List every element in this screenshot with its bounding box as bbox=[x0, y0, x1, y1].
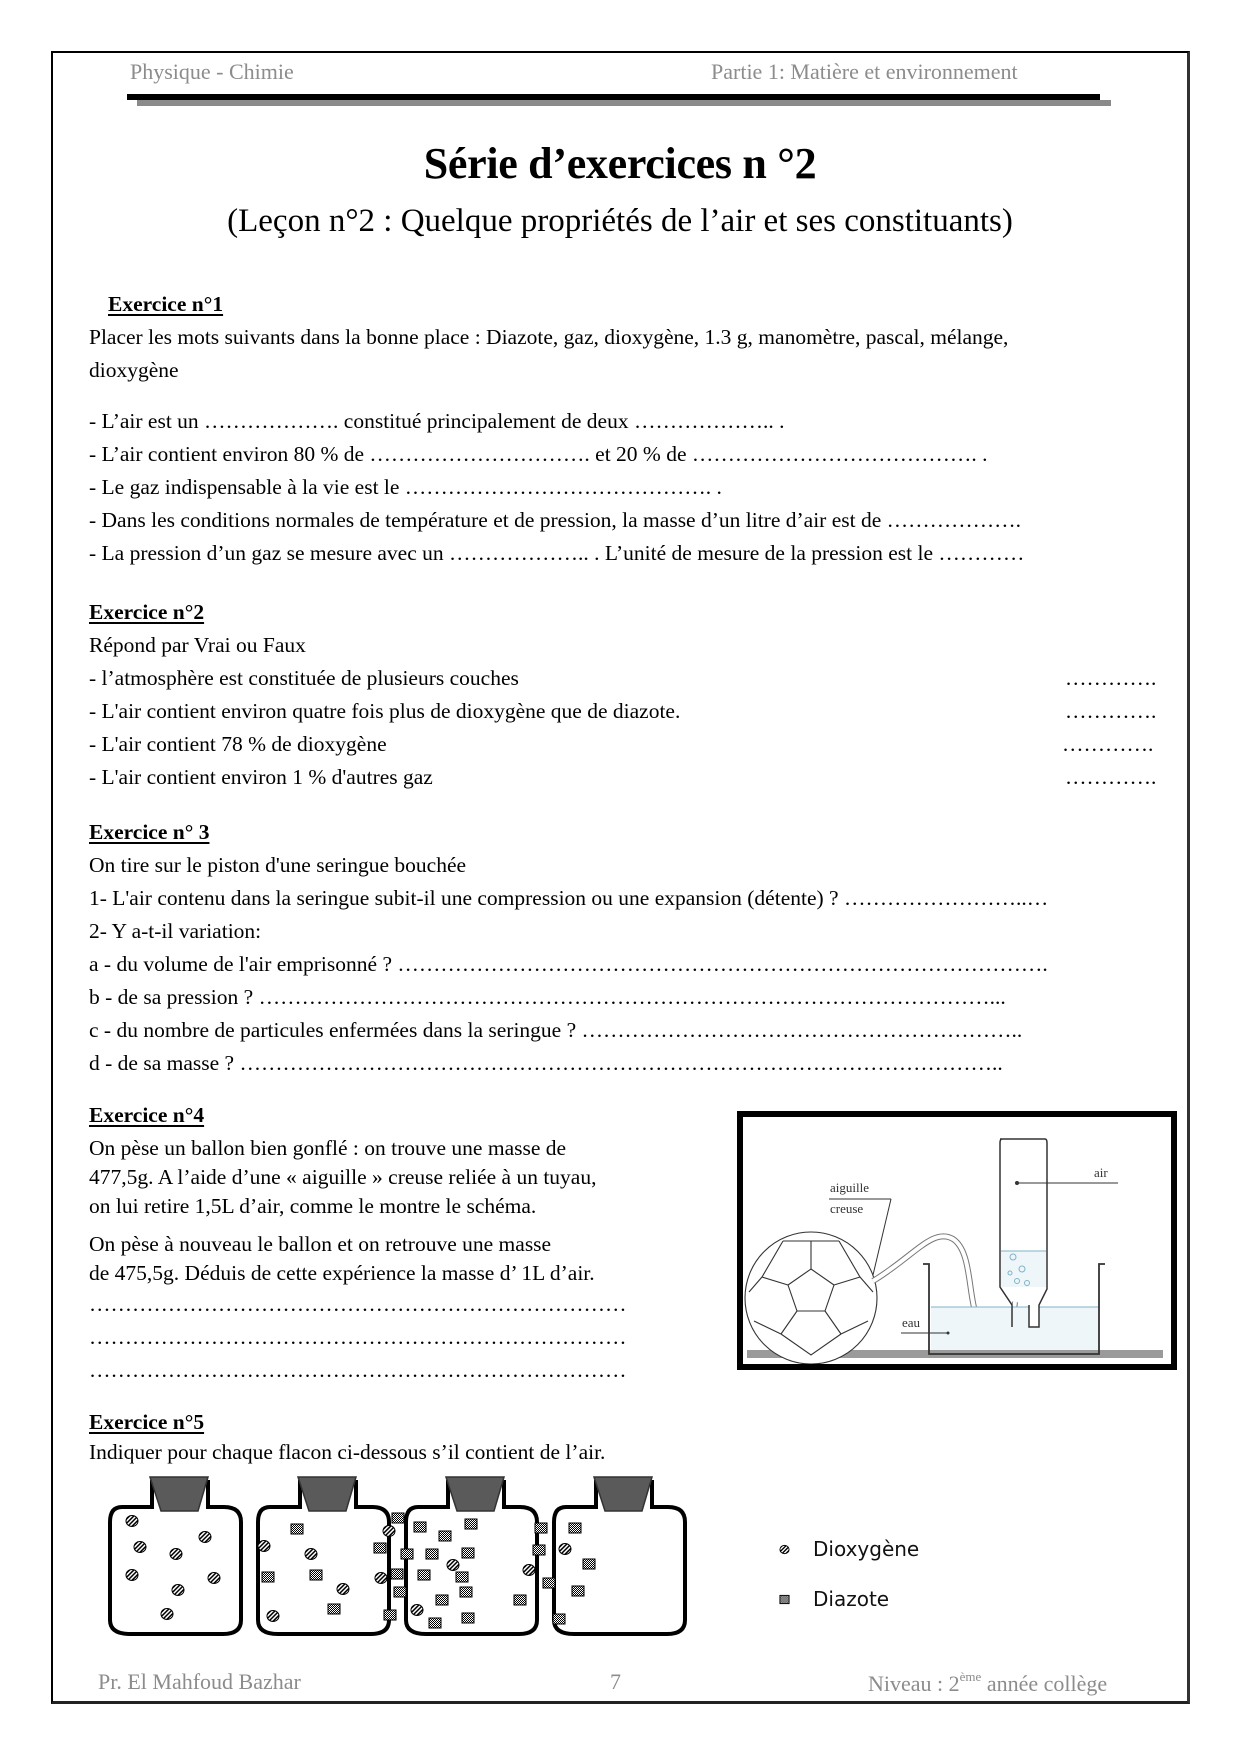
exercise-2-item: - L'air contient 78 % de dioxygène bbox=[89, 732, 387, 756]
exercise-4-answer-line: ………………………………………………………………… bbox=[89, 1358, 627, 1382]
footer-author: Pr. El Mahfoud Bazhar bbox=[98, 1669, 301, 1694]
exercise-1-item: - L’air est un ………………. constitué principalement de deux ……………….. . bbox=[89, 409, 785, 433]
footer-level-suffix: année collège bbox=[981, 1671, 1108, 1696]
legend-nitrogen-label: Diazote bbox=[813, 1587, 890, 1611]
exercise-1-item: - La pression d’un gaz se mesure avec un ……………….. . L’unité de mesure de la pression est le ………… bbox=[89, 541, 1025, 565]
exercise-3-sub-question: b - de sa pression ? …………………………………………………………………………………………... bbox=[89, 985, 1006, 1009]
bottle-icon bbox=[1000, 1139, 1047, 1327]
exercise-2-item: - l’atmosphère est constituée de plusieurs couches bbox=[89, 666, 519, 690]
exercise-3-sub-question: a - du volume de l'air emprisonné ? ………………………………………………………………………………. bbox=[89, 952, 1048, 976]
balloon-experiment-figure bbox=[737, 1111, 1177, 1370]
balloon-experiment-diagram bbox=[743, 1117, 1171, 1364]
exercise-1-instruction: Placer les mots suivants dans la bonne place : Diazote, gaz, dioxygène, 1.3 g, manomètre, pascal, mélange, bbox=[89, 325, 1009, 349]
label-needle-2: creuse bbox=[830, 1201, 864, 1216]
page-subtitle: (Leçon n°2 : Quelque propriétés de l’air et ses constituants) bbox=[227, 203, 1013, 239]
exercise-2-item: - L'air contient environ 1 % d'autres gaz bbox=[89, 765, 433, 789]
exercise-2-instruction: Répond par Vrai ou Faux bbox=[89, 633, 306, 657]
exercise-3-sub-question: d - de sa masse ? …………………………………………………………………………………………….. bbox=[89, 1051, 1003, 1075]
exercise-3-intro: On tire sur le piston d'une seringue bouchée bbox=[89, 853, 467, 877]
exercise-2-answer-blank: …………. bbox=[1065, 699, 1157, 723]
exercise-2-item: - L'air contient environ quatre fois plus de dioxygène que de diazote. bbox=[89, 699, 681, 723]
exercise-1-item: - L’air contient environ 80 % de …………………………. et 20 % de …………………………………. . bbox=[89, 442, 988, 466]
footer-level-sup: ème bbox=[959, 1669, 982, 1684]
page-number: 7 bbox=[610, 1669, 621, 1694]
exercise-4-heading: Exercice n°4 bbox=[89, 1103, 205, 1127]
exercise-3-question-1: 1- L'air contenu dans la seringue subit-il une compression ou une expansion (détente) ? ……………………..… bbox=[89, 886, 1049, 910]
legend-nitrogen bbox=[779, 1587, 889, 1611]
label-needle-1: aiguille bbox=[830, 1180, 869, 1195]
label-air: air bbox=[1094, 1165, 1108, 1180]
exercise-1-item: - Le gaz indispensable à la vie est le ……………………………………. . bbox=[89, 475, 722, 499]
exercise-5-heading: Exercice n°5 bbox=[89, 1410, 205, 1434]
exercise-5-instruction: Indiquer pour chaque flacon ci-dessous s’il contient de l’air. bbox=[89, 1440, 606, 1464]
exercise-4-text: On pèse un ballon bien gonflé : on trouve une masse de bbox=[89, 1136, 567, 1160]
footer-level bbox=[868, 1669, 1107, 1697]
header-rule-shadow bbox=[137, 100, 1111, 106]
exercise-1-instruction-cont: dioxygène bbox=[89, 358, 179, 382]
exercise-2-heading: Exercice n°2 bbox=[89, 600, 205, 624]
footer-level-prefix: Niveau : 2 bbox=[868, 1671, 960, 1696]
header-subject: Physique - Chimie bbox=[130, 59, 294, 84]
flasks-diagram bbox=[100, 1470, 710, 1650]
exercise-3-sub-question: c - du nombre de particules enfermées dans la seringue ? …………………………………………………….. bbox=[89, 1018, 1023, 1042]
exercise-4-text: on lui retire 1,5L d’air, comme le montre le schéma. bbox=[89, 1194, 537, 1218]
flask-3 bbox=[374, 1477, 537, 1634]
page-title: Série d’exercices n °2 bbox=[423, 139, 817, 188]
exercise-4-text: 477,5g. A l’aide d’une « aiguille » creuse reliée à un tuyau, bbox=[89, 1165, 597, 1189]
exercise-2-answer-blank: …………. bbox=[1062, 732, 1154, 756]
exercise-1-item: - Dans les conditions normales de température et de pression, la masse d’un litre d’air est de ………………. bbox=[89, 508, 1022, 532]
flask-4 bbox=[514, 1477, 685, 1634]
legend-oxygen-label: Dioxygène bbox=[813, 1537, 920, 1561]
exercise-3-heading: Exercice n° 3 bbox=[89, 820, 210, 844]
ball-icon bbox=[745, 1232, 877, 1364]
exercise-3-question-2: 2- Y a-t-il variation: bbox=[89, 919, 262, 943]
header-part: Partie 1: Matière et environnement bbox=[711, 59, 1018, 84]
flask-1 bbox=[110, 1477, 241, 1634]
exercise-2-answer-blank: …………. bbox=[1065, 765, 1157, 789]
exercise-4-text: On pèse à nouveau le ballon et on retrouve une masse bbox=[89, 1232, 552, 1256]
flask-2 bbox=[258, 1477, 389, 1634]
exercise-1-heading: Exercice n°1 bbox=[108, 292, 224, 316]
header-rule bbox=[127, 94, 1100, 100]
exercise-4-text: de 475,5g. Déduis de cette expérience la masse d’ 1L d’air. bbox=[89, 1261, 595, 1285]
legend-oxygen bbox=[779, 1537, 919, 1561]
nitrogen-molecule-icon bbox=[779, 1594, 790, 1605]
label-water: eau bbox=[902, 1315, 921, 1330]
oxygen-molecule-icon bbox=[779, 1544, 790, 1555]
exercise-4-answer-line: ………………………………………………………………… bbox=[89, 1292, 627, 1316]
exercise-4-answer-line: ………………………………………………………………… bbox=[89, 1325, 627, 1349]
exercise-2-answer-blank: …………. bbox=[1065, 666, 1157, 690]
